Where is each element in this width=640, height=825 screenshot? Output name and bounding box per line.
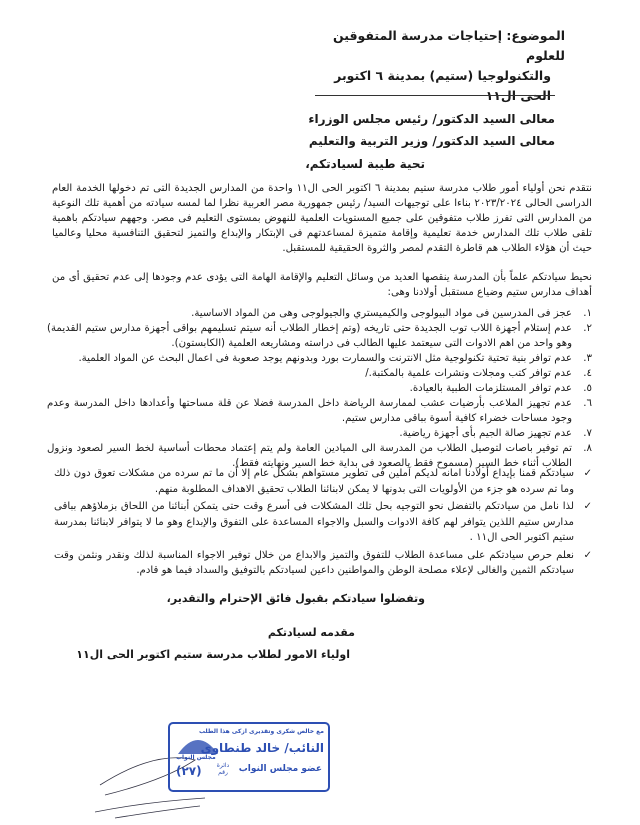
closing-line: وتفضلوا سيادتكم بقبول فائق الإحترام والتقدير، — [166, 592, 425, 605]
item-text: عدم توافر كتب ومجلات ونشرات علمية بالمكتبة./ — [365, 368, 572, 379]
check-icon: ✓ — [583, 468, 592, 479]
list-item — [47, 306, 592, 321]
needs-paragraph: نحيط سيادتكم علماً بأن المدرسة ينقصها العديد من وسائل التعليم والإقامة الهامة التى يؤدى عدم وجودها إلى عدم تحقيق أى من أهداف مدارس ستيم وضياع مستقبل أولادنا وهى: — [52, 272, 592, 298]
presented-to: مقدمه لسيادتكم — [267, 626, 355, 639]
needs-list — [47, 306, 592, 471]
stamp-note: مع خالص شكرى وتقديرى ازكى هذا الطلب — [199, 728, 324, 735]
divider — [315, 95, 555, 96]
check-text: لذا نامل من سيادتكم بالتفضل نحو التوجيه بحل تلك المشكلات فى أسرع وقت حتى يتمكن أبنائنا من اللحاق بزملاؤهم بباقى مدارس ستيم اللذين يتوافر لهم كافة الادوات والسبل والاجواء المساعدة على التفوق والإبداع وهو ما لا يتوافر لابنائنا بمدرسة ستيم اكتوبر الحى ال١١ . — [54, 501, 574, 543]
item-number: ١. — [583, 308, 592, 319]
item-text: عدم تجهيز الملاعب بأرضيات عشب لممارسة الرياضة داخل المدرسة فضلا عن قلة مساحتها وأعدادها داخل المدرسة وعدم وجود مساحات خضراء كافية أسوة بباقى مدارس ستيم. — [47, 398, 572, 424]
official-stamp — [168, 722, 330, 792]
list-item — [47, 426, 592, 441]
check-text: نعلم حرص سيادتكم على مساعدة الطلاب للتفوق والتميز والابداع من خلال توفير الاجواء المناسبة لذلك ونقدر ونثمن وقت سيادتكم الثمين والغالى لإعلاء مصلحة الوطن والمواطنين داعين لسيادتكم بالتوفيق والسداد فيما هو قادم. — [54, 549, 574, 576]
sender-line: اولياء الامور لطلاب مدرسة ستيم اكتوبر الحى ال١١ — [76, 648, 350, 661]
item-text: عدم توافر بنية تحتية تكنولوجية مثل الانترنت والسمارت بورد وبدونهم يوجد صعوبة فى اعمال البحث عن المواد العلمية. — [78, 353, 572, 364]
checklist — [54, 466, 592, 581]
check-item — [54, 466, 592, 497]
list-item — [47, 351, 592, 366]
check-icon: ✓ — [583, 501, 592, 512]
stamp-role: عضو مجلس النواب — [238, 764, 322, 774]
check-item — [54, 548, 592, 579]
check-item — [54, 499, 592, 546]
subject-line: والتكنولوجيا (ستيم) بمدينة ٦ اكتوبر — [334, 68, 551, 83]
item-text: عدم تجهيز صالة الجيم بأى أجهزة رياضية. — [399, 428, 572, 439]
item-number: ٧. — [583, 428, 592, 439]
item-number: ٤. — [583, 368, 592, 379]
list-item — [47, 381, 592, 396]
list-item — [47, 366, 592, 381]
item-text: عجز فى المدرسين فى مواد البيولوجى والكيميستري والجيولوجى وهى من المواد الاساسية. — [191, 308, 572, 319]
addressee: معالى السيد الدكتور/ وزير التربية والتعليم — [308, 134, 555, 148]
item-number: ٢. — [583, 323, 592, 334]
stamp-org: مجلس النواب — [176, 754, 216, 761]
subject-line: الموضوع: إحتياجات مدرسة المتفوقين للعلوم — [332, 28, 565, 63]
item-text: عدم إستلام أجهزة اللاب توب الجديدة حتى تاريخه (وتم إخطار الطلاب أنه سيتم تسليمهم بواقى أجهزة مدارس ستيم القديمة) وهو واحد من اهم الادوات التى سيعتمد عليها الطالب فى دراسته ومشاريعه العلمية (الكابستون). — [47, 323, 572, 349]
check-text: سيادتكم قمنا بإيداع أولادنا امانه لديكم آملين فى تطوير مستواهم بشكل عام إلا أن ما تم سرده من مشكلات تعوق دون ذلك وما تم سرده هو جزء من الأولويات التى بدونها لا يمكن لابنائنا الطلاب تحقيق الاهداف المطلوبة منهم. — [54, 468, 574, 495]
list-item — [47, 396, 592, 426]
item-number: ٦. — [583, 398, 592, 409]
item-number: ٥. — [583, 383, 592, 394]
subject-line: الحى ال١١ — [485, 88, 551, 103]
stamp-district-number: (٢٧) — [176, 764, 202, 778]
item-number: ٨. — [583, 443, 592, 454]
intro-paragraph: نتقدم نحن أولياء أمور طلاب مدرسة ستيم بمدينة ٦ اكتوبر الحى ال١١ واحدة من المدارس الجديدة التى تم دخولها الخدمة العام الدراسى الحالى ٢٠٢٣/٢٠٢٤ بناءا على توجيهات السيد/ رئيس جمهورية مصر العربية نظرا لما لمسه سيادته من أهمية تلك النوعية من المدارس التى تفرز طلاب متفوقين على جميع المستويات العلمية للنهوض بمستوى التعليم فى مصر. وجههم سيادتكم باهمية تلقى طلاب تلك المدارس خدمة تعليمية وإقامة متميزة لمساعدتهم فى الإبتكار والإبداع والتميز لتحقيق التنافسية محليا وعالميا حيث أن هؤلاء الطلاب هم قاطرة التقدم لمصر والثروة الحقيقية للمستقبل. — [52, 183, 592, 254]
addressee: معالى السيد الدكتور/ رئيس مجلس الوزراء — [308, 112, 555, 126]
check-icon: ✓ — [583, 549, 592, 561]
list-item — [47, 321, 592, 351]
subject-heading — [305, 26, 565, 106]
item-text: عدم توافر المستلزمات الطبية بالعيادة. — [409, 383, 572, 394]
greeting: تحية طيبة لسيادتكم، — [305, 157, 425, 171]
stamp-district-label: دائرة رقم — [216, 762, 230, 776]
item-number: ٣. — [583, 353, 592, 364]
item-text: تم توفير باصات لتوصيل الطلاب من المدرسة الى الميادين العامة ولم يتم إعتماد محطات أساسية لخط السير لصعود ونزول الطلاب أثناء خط السير (مسموح فقط بالصعود فى بداية خط السير ونهايته فقط). — [47, 443, 572, 469]
stamp-name: النائب/ خالد طنطاوى — [200, 741, 324, 755]
